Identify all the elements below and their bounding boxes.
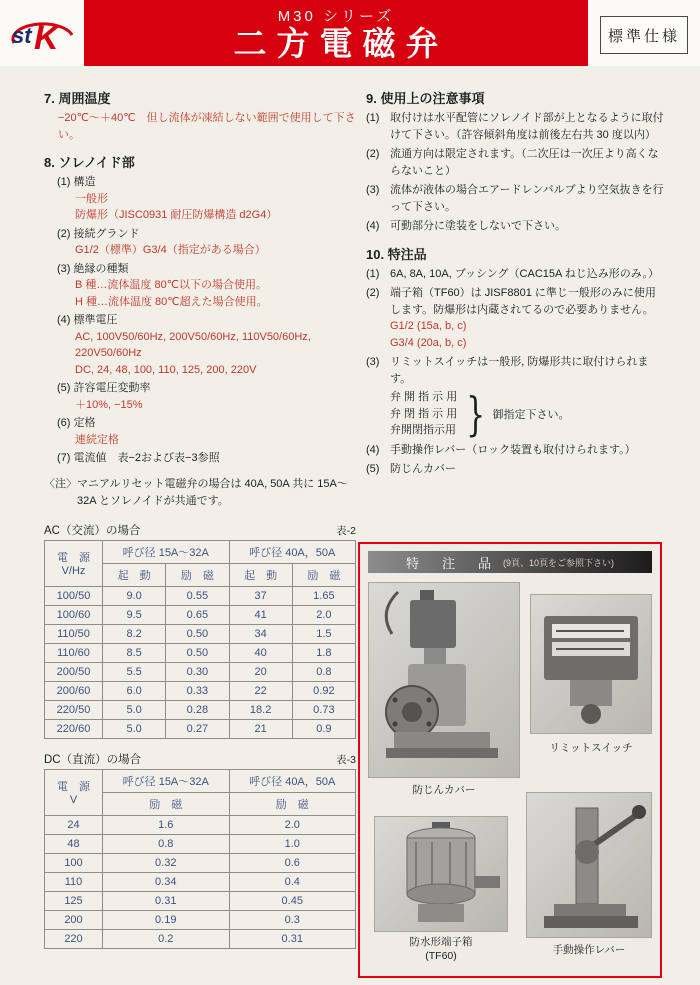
table-corner-cell bbox=[45, 769, 103, 815]
table-cell: 41 bbox=[229, 605, 292, 624]
item-number: (3) bbox=[366, 184, 380, 196]
table-group-header: 呼び径 15A〜32A bbox=[103, 769, 230, 792]
dust-cover-valve-icon bbox=[368, 582, 520, 778]
table2-caption: AC（交流）の場合 bbox=[44, 524, 141, 537]
brace-option-list bbox=[390, 389, 457, 439]
table-cell: 5.0 bbox=[103, 700, 166, 719]
table-header-row bbox=[45, 769, 356, 792]
table-cell: 100 bbox=[45, 853, 103, 872]
item-number: (5) bbox=[366, 463, 380, 475]
sec8-item-sub: DC, 24, 48, 100, 110, 125, 200, 220V bbox=[75, 363, 257, 376]
brace-option: 弁開閉指示用 bbox=[390, 424, 456, 436]
right-column bbox=[366, 88, 664, 478]
sec10-item-sub: G1/2 (15a, b, c) bbox=[390, 320, 467, 332]
item-number: (4) bbox=[366, 443, 380, 456]
item-number: (3) bbox=[366, 356, 380, 368]
item-text: 手動操作レバー（ロック装置も取付けられます。） bbox=[390, 443, 636, 456]
left-column bbox=[44, 88, 356, 949]
special-box-header bbox=[368, 551, 652, 573]
table-cell: 電 源 bbox=[57, 552, 90, 565]
photo-terminal-box bbox=[374, 816, 508, 932]
table-cell: 0.2 bbox=[103, 929, 230, 948]
table-cell: 9.5 bbox=[103, 605, 166, 624]
sec10-item-sub: G3/4 (20a, b, c) bbox=[390, 336, 467, 349]
photo-caption bbox=[374, 936, 508, 963]
item-text: 端子箱（TF60）は JISF8801 に準じ一般形のみに使用します。防爆形は内蔵されてるので必要ありません。 bbox=[390, 287, 656, 316]
special-box-subtitle: (9頁、10頁をご参照下さい) bbox=[503, 557, 615, 568]
sec8-note: 〈注〉マニアルリセット電磁弁の場合は 40A, 50A 共に 15A〜32A とソレノイドが共通です。 bbox=[44, 477, 348, 507]
table-cell: 48 bbox=[45, 834, 103, 853]
table-cell: 40 bbox=[229, 643, 292, 662]
limit-switch-icon bbox=[530, 594, 652, 734]
table-cell: 0.33 bbox=[166, 681, 229, 700]
photo-caption-line1: 防水形端子箱 bbox=[409, 936, 473, 948]
photo-caption: 防じんカバー bbox=[412, 784, 476, 796]
ac-current-table bbox=[44, 540, 356, 739]
company-logo bbox=[0, 0, 84, 66]
table-row bbox=[45, 891, 356, 910]
table-cell: 200 bbox=[45, 910, 103, 929]
sec8-item-sub: AC, 100V50/60Hz, 200V50/60Hz, 110V50/60Hz, 220V50/60Hz bbox=[75, 330, 311, 359]
table-cell: 0.30 bbox=[166, 662, 229, 681]
item-number: (2) bbox=[366, 287, 380, 299]
table-cell: 0.4 bbox=[229, 872, 356, 891]
table-cell: 5.0 bbox=[103, 719, 166, 738]
sec8-item-label: (2) 接続グランド bbox=[57, 227, 140, 240]
table-cell: 20 bbox=[229, 662, 292, 681]
sec10-item bbox=[366, 354, 664, 387]
sec10-item bbox=[366, 461, 664, 478]
photo-limit-switch bbox=[530, 594, 652, 734]
sec10-item bbox=[366, 266, 664, 283]
table-cell: 110/50 bbox=[45, 624, 103, 643]
table-cell: 0.19 bbox=[103, 910, 230, 929]
table-row bbox=[45, 853, 356, 872]
table-cell: 1.0 bbox=[229, 834, 356, 853]
table-cell: 0.34 bbox=[103, 872, 230, 891]
sec10-item bbox=[366, 285, 664, 318]
table-cell: 200/60 bbox=[45, 681, 103, 700]
item-text: 流体が液体の場合エアードレンバルブより空気抜きを行って下さい。 bbox=[390, 184, 664, 213]
photo-caption: リミットスイッチ bbox=[549, 742, 633, 754]
table-cell: 1.65 bbox=[292, 586, 355, 605]
brace-glyph: } bbox=[466, 386, 486, 441]
table-cell: 0.55 bbox=[166, 586, 229, 605]
title-banner bbox=[84, 0, 588, 66]
page-title: 二方電磁弁 bbox=[233, 25, 449, 62]
sec8-item-sub: 防爆形（JISC0931 耐圧防爆構造 d2G4） bbox=[75, 209, 278, 221]
table-cell: 110/60 bbox=[45, 643, 103, 662]
manual-lever-icon bbox=[526, 792, 652, 938]
item-text: 防じんカバー bbox=[390, 463, 456, 475]
table-cell: 21 bbox=[229, 719, 292, 738]
table-cell: 1.6 bbox=[103, 815, 230, 834]
item-text: 可動部分に塗装をしないで下さい。 bbox=[390, 220, 566, 232]
table-row bbox=[45, 719, 356, 738]
photo-caption-line2: (TF60) bbox=[425, 949, 457, 962]
table-row bbox=[45, 700, 356, 719]
table-cell: 0.8 bbox=[292, 662, 355, 681]
table-cell: 220/60 bbox=[45, 719, 103, 738]
photo-manual-lever bbox=[526, 792, 652, 938]
table-cell: 0.31 bbox=[229, 929, 356, 948]
table-subheader: 起 動 bbox=[103, 563, 166, 586]
table-cell: 0.8 bbox=[103, 834, 230, 853]
table-cell: 100/60 bbox=[45, 605, 103, 624]
table-cell: 0.50 bbox=[166, 624, 229, 643]
table-subheader: 励 磁 bbox=[229, 792, 356, 815]
photo-caption: 手動操作レバー bbox=[552, 944, 626, 956]
table-cell: 24 bbox=[45, 815, 103, 834]
table-cell: 100/50 bbox=[45, 586, 103, 605]
item-text: 流通方向は限定されます。（二次圧は一次圧より高くならないこと） bbox=[390, 148, 659, 177]
table-cell: 0.9 bbox=[292, 719, 355, 738]
table-cell: 220 bbox=[45, 929, 103, 948]
table-subheader: 励 磁 bbox=[166, 563, 229, 586]
table2-tag: 表-2 bbox=[336, 524, 356, 537]
table-cell: 6.0 bbox=[103, 681, 166, 700]
table2-caption-row bbox=[44, 522, 356, 538]
table-cell: 0.73 bbox=[292, 700, 355, 719]
table-cell: 0.50 bbox=[166, 643, 229, 662]
section-10-heading: 10. 特注品 bbox=[366, 246, 427, 262]
table-subheader: 励 磁 bbox=[103, 792, 230, 815]
table-row bbox=[45, 586, 356, 605]
sec8-item-label: (6) 定格 bbox=[57, 417, 96, 429]
table-cell: 22 bbox=[229, 681, 292, 700]
table-cell: 2.0 bbox=[229, 815, 356, 834]
table-cell: 電 源 bbox=[57, 781, 90, 794]
table-row bbox=[45, 662, 356, 681]
table-cell: 0.31 bbox=[103, 891, 230, 910]
logo-st-text: st bbox=[12, 23, 32, 48]
table-row bbox=[45, 834, 356, 853]
sec9-item bbox=[366, 146, 664, 179]
sec10-item bbox=[366, 442, 664, 459]
item-text: 取付けは水平配管にソレノイド部が上となるように取付けて下さい。（許容傾斜角度は前後左右共 30 度以内） bbox=[390, 112, 664, 141]
table-cell: 1.8 bbox=[292, 643, 355, 662]
table-cell: 0.45 bbox=[229, 891, 356, 910]
sec8-item-sub: ＋10%, −15% bbox=[75, 398, 143, 411]
section-9-heading: 9. 使用上の注意事項 bbox=[366, 91, 485, 106]
table-row bbox=[45, 643, 356, 662]
sec8-item-sub: B 種…流体温度 80℃以下の場合使用。 bbox=[75, 279, 268, 291]
sec8-item-sub: 連続定格 bbox=[75, 433, 119, 446]
sec9-item bbox=[366, 182, 664, 215]
sec8-item-label: (4) 標準電圧 bbox=[57, 314, 118, 326]
table-group-header: 呼び径 15A〜32A bbox=[103, 540, 230, 563]
photo-dust-cover bbox=[368, 582, 520, 778]
table-cell: 125 bbox=[45, 891, 103, 910]
table-cell: 0.65 bbox=[166, 605, 229, 624]
item-text: 6A, 8A, 10A, ブッシング（CAC15A ねじ込み形のみ。） bbox=[390, 267, 659, 280]
table-cell: V/Hz bbox=[61, 565, 86, 578]
brace-option: 弁 開 指 示 用 bbox=[390, 391, 458, 403]
special-box-title: 特 注 品 bbox=[405, 555, 496, 571]
stk-logo-icon bbox=[6, 7, 78, 59]
table-group-header: 呼び径 40A，50A bbox=[229, 769, 356, 792]
table-cell: 110 bbox=[45, 872, 103, 891]
table-cell: 0.28 bbox=[166, 700, 229, 719]
table3-caption-row bbox=[44, 751, 356, 767]
section-7-body: −20℃〜＋40℃ 但し流体が凍結しない範囲で使用して下さい。 bbox=[58, 112, 356, 141]
table-row bbox=[45, 910, 356, 929]
section-8-heading: 8. ソレノイド部 bbox=[44, 155, 135, 170]
table-cell: 0.6 bbox=[229, 853, 356, 872]
table-header-row bbox=[45, 540, 356, 563]
table-row bbox=[45, 624, 356, 643]
sec9-item bbox=[366, 110, 664, 143]
table-cell: 0.32 bbox=[103, 853, 230, 872]
item-text: リミットスイッチは一般形, 防爆形共に取付けられます。 bbox=[390, 356, 649, 385]
table-cell: 0.27 bbox=[166, 719, 229, 738]
item-number: (2) bbox=[366, 148, 380, 160]
table-subheader: 励 磁 bbox=[292, 563, 355, 586]
sec8-item-label: (1) 構造 bbox=[57, 176, 96, 188]
dc-current-table bbox=[44, 769, 356, 949]
special-products-box bbox=[358, 542, 662, 978]
table-cell: 37 bbox=[229, 586, 292, 605]
table-row bbox=[45, 872, 356, 891]
table-corner-cell bbox=[45, 540, 103, 586]
table-cell: 1.5 bbox=[292, 624, 355, 643]
table-row bbox=[45, 815, 356, 834]
logo-k-text: K bbox=[34, 19, 59, 57]
table-cell: 9.0 bbox=[103, 586, 166, 605]
table-row bbox=[45, 681, 356, 700]
item-number: (1) bbox=[366, 267, 380, 280]
series-label: M30 シリーズ bbox=[277, 8, 395, 25]
table-cell: 0.92 bbox=[292, 681, 355, 700]
table-cell: 8.5 bbox=[103, 643, 166, 662]
sec8-item-sub: G1/2（標準）G3/4（指定がある場合） bbox=[75, 244, 266, 256]
table-cell: 18.2 bbox=[229, 700, 292, 719]
table-row bbox=[45, 929, 356, 948]
sec8-item-label: (3) 絶縁の種類 bbox=[57, 262, 129, 275]
table-cell: 220/50 bbox=[45, 700, 103, 719]
table3-caption: DC（直流）の場合 bbox=[44, 753, 142, 766]
table-group-header: 呼び径 40A，50A bbox=[229, 540, 356, 563]
standard-spec-badge: 標準仕様 bbox=[600, 16, 688, 54]
table-cell: 5.5 bbox=[103, 662, 166, 681]
table3-tag: 表-3 bbox=[336, 753, 356, 766]
brace-note: 御指定下さい。 bbox=[492, 408, 570, 421]
table-cell: 0.3 bbox=[229, 910, 356, 929]
sec8-item-sub: 一般形 bbox=[75, 192, 108, 205]
table-cell: V bbox=[69, 794, 78, 807]
sec8-item-label: (7) 電流値 表−2および表−3参照 bbox=[57, 452, 220, 464]
section-7-heading: 7. 周囲温度 bbox=[44, 91, 111, 106]
table-cell: 2.0 bbox=[292, 605, 355, 624]
sec8-item-label: (5) 許容電圧変動率 bbox=[57, 382, 151, 394]
table-cell: 8.2 bbox=[103, 624, 166, 643]
table-subheader: 起 動 bbox=[229, 563, 292, 586]
table-cell: 200/50 bbox=[45, 662, 103, 681]
item-number: (4) bbox=[366, 220, 380, 232]
valve-indicator-options bbox=[366, 386, 664, 441]
terminal-box-icon bbox=[374, 816, 508, 932]
table-row bbox=[45, 605, 356, 624]
brace-option: 弁 閉 指 示 用 bbox=[390, 407, 458, 420]
sec9-item bbox=[366, 218, 664, 235]
item-number: (1) bbox=[366, 112, 380, 124]
sec8-item-sub: H 種…流体温度 80℃超えた場合使用。 bbox=[75, 295, 268, 308]
table-cell: 34 bbox=[229, 624, 292, 643]
